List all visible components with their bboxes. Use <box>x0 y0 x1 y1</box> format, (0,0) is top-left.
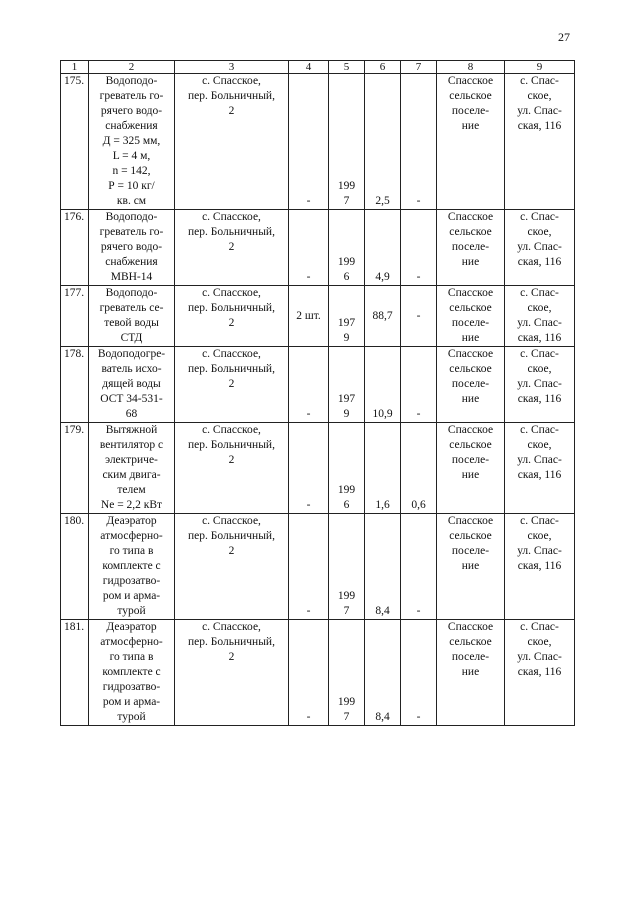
item-name-line: Деаэратор <box>106 621 157 633</box>
item-address <box>175 423 289 514</box>
item-value: 2,5 <box>365 74 401 210</box>
item-location <box>505 514 575 620</box>
item-address-line: с. Спасское, <box>202 211 261 223</box>
row-number: 176. <box>61 210 89 286</box>
item-name-line: Деаэратор <box>106 515 157 527</box>
item-address-line: с. Спасское, <box>202 621 261 633</box>
header-cell-4: 4 <box>289 61 329 74</box>
row-number: 178. <box>61 347 89 423</box>
item-value: 8,4 <box>365 514 401 620</box>
header-cell-3: 3 <box>175 61 289 74</box>
item-name-line: ватель исхо- <box>101 363 162 375</box>
item-name-line: Водоподо- <box>105 75 158 87</box>
item-name-line: комплекте с <box>102 666 161 678</box>
item-owner-line: ние <box>461 332 480 344</box>
item-address <box>175 620 289 726</box>
item-owner-line: Спасское <box>447 75 494 87</box>
item-location <box>505 286 575 347</box>
header-cell-7: 7 <box>401 61 437 74</box>
item-quantity: - <box>289 423 329 514</box>
item-location-line: ская, 116 <box>517 332 562 344</box>
item-name-line: L = 4 м, <box>112 150 151 162</box>
item-address-line: 2 <box>228 105 235 117</box>
item-location-line: ская, 116 <box>517 256 562 268</box>
item-owner-line: поселе- <box>451 651 490 663</box>
item-address-line: пер. Больничный, <box>188 90 275 102</box>
table-row <box>61 210 575 286</box>
table-row <box>61 74 575 210</box>
item-owner-line: сельское <box>449 302 492 314</box>
item-year-line: 7 <box>343 605 350 617</box>
header-row <box>61 61 575 74</box>
item-address-line: пер. Больничный, <box>188 363 275 375</box>
item-name <box>89 74 175 210</box>
header-cell-1: 1 <box>61 61 89 74</box>
item-owner-line: сельское <box>449 636 492 648</box>
item-owner-line: поселе- <box>451 241 490 253</box>
item-owner-line: поселе- <box>451 378 490 390</box>
item-year <box>329 286 365 347</box>
item-owner <box>437 286 505 347</box>
item-name <box>89 210 175 286</box>
item-address-line: пер. Больничный, <box>188 226 275 238</box>
item-owner-line: ние <box>461 256 480 268</box>
item-address-line: 2 <box>228 378 235 390</box>
item-owner-line: Спасское <box>447 621 494 633</box>
item-location-line: с. Спас- <box>520 621 559 633</box>
item-value: 8,4 <box>365 620 401 726</box>
item-location-line: ул. Спас- <box>517 317 562 329</box>
table-row <box>61 514 575 620</box>
item-name-line: атмосферно- <box>100 530 163 542</box>
item-name-line: Вытяжной <box>105 424 158 436</box>
item-name-line: Ne = 2,2 кВт <box>100 499 163 511</box>
item-col7: - <box>401 74 437 210</box>
item-location-line: ская, 116 <box>517 393 562 405</box>
item-owner <box>437 347 505 423</box>
item-address-line: пер. Больничный, <box>188 302 275 314</box>
item-owner <box>437 514 505 620</box>
item-owner-line: ние <box>461 393 480 405</box>
item-owner-line: поселе- <box>451 105 490 117</box>
item-address-line: с. Спасское, <box>202 515 261 527</box>
item-value: 10,9 <box>365 347 401 423</box>
table-row <box>61 620 575 726</box>
item-col7: - <box>401 347 437 423</box>
item-name-line: снабжения <box>105 120 158 132</box>
item-owner-line: сельское <box>449 530 492 542</box>
item-address-line: 2 <box>228 545 235 557</box>
item-value: 4,9 <box>365 210 401 286</box>
item-address-line: пер. Больничный, <box>188 439 275 451</box>
item-address-line: пер. Больничный, <box>188 530 275 542</box>
item-address-line: пер. Больничный, <box>188 636 275 648</box>
item-name-line: снабжения <box>105 256 158 268</box>
item-year-line: 9 <box>343 332 350 344</box>
item-name-line: комплекте с <box>102 560 161 572</box>
item-name-line: гидрозатво- <box>102 681 161 693</box>
item-location-line: ское, <box>527 302 552 314</box>
item-owner-line: Спасское <box>447 424 494 436</box>
item-col7: - <box>401 210 437 286</box>
item-name-line: МВН-14 <box>110 271 153 283</box>
item-location-line: ул. Спас- <box>517 378 562 390</box>
item-location-line: ское, <box>527 363 552 375</box>
item-address-line: 2 <box>228 651 235 663</box>
item-address-line: с. Спасское, <box>202 75 261 87</box>
item-location <box>505 347 575 423</box>
item-name-line: n = 142, <box>112 165 151 177</box>
item-location-line: с. Спас- <box>520 75 559 87</box>
item-address <box>175 74 289 210</box>
item-name-line: Д = 325 мм, <box>102 135 161 147</box>
item-name-line: тевой воды <box>104 317 159 329</box>
item-name-line: Водоподогре- <box>97 348 166 360</box>
item-owner-line: ние <box>461 666 480 678</box>
header-cell-8: 8 <box>437 61 505 74</box>
item-location-line: ская, 116 <box>517 120 562 132</box>
item-name-line: греватель го- <box>99 90 164 102</box>
item-owner-line: Спасское <box>447 287 494 299</box>
item-name-line: греватель го- <box>99 226 164 238</box>
row-number: 177. <box>61 286 89 347</box>
item-location-line: ское, <box>527 226 552 238</box>
item-address-line: 2 <box>228 317 235 329</box>
item-owner-line: поселе- <box>451 545 490 557</box>
item-name-line: ром и арма- <box>102 696 161 708</box>
table-row <box>61 347 575 423</box>
item-name-line: ОСТ 34-531- <box>100 393 163 405</box>
item-name-line: гидрозатво- <box>102 575 161 587</box>
item-year-line: 199 <box>337 256 356 268</box>
item-name-line: кв. см <box>116 195 147 207</box>
item-address <box>175 210 289 286</box>
item-location-line: ская, 116 <box>517 666 562 678</box>
item-location-line: ул. Спас- <box>517 241 562 253</box>
item-address <box>175 514 289 620</box>
item-owner-line: сельское <box>449 90 492 102</box>
item-address-line: 2 <box>228 454 235 466</box>
item-owner-line: Спасское <box>447 348 494 360</box>
item-value: 88,7 <box>365 286 401 347</box>
item-address-line: с. Спасское, <box>202 287 261 299</box>
header-cell-5: 5 <box>329 61 365 74</box>
row-number: 181. <box>61 620 89 726</box>
item-col7: - <box>401 286 437 347</box>
item-location <box>505 210 575 286</box>
header-cell-9: 9 <box>505 61 575 74</box>
item-year-line: 7 <box>343 195 350 207</box>
item-year <box>329 74 365 210</box>
item-location-line: с. Спас- <box>520 515 559 527</box>
item-location-line: с. Спас- <box>520 348 559 360</box>
item-location-line: ул. Спас- <box>517 651 562 663</box>
item-name-line: электриче- <box>105 454 158 466</box>
item-owner-line: ние <box>461 469 480 481</box>
item-owner <box>437 423 505 514</box>
item-location-line: ское, <box>527 636 552 648</box>
table-row <box>61 423 575 514</box>
item-owner <box>437 210 505 286</box>
item-location-line: ская, 116 <box>517 560 562 572</box>
item-quantity: - <box>289 74 329 210</box>
item-name-line: вентилятор с <box>99 439 164 451</box>
item-year-line: 9 <box>343 408 350 420</box>
item-name-line: 68 <box>125 408 138 420</box>
item-location-line: ул. Спас- <box>517 454 562 466</box>
item-quantity: - <box>289 210 329 286</box>
item-col7: - <box>401 620 437 726</box>
item-quantity: 2 шт. <box>289 286 329 347</box>
item-name-line: ром и арма- <box>102 590 161 602</box>
item-year <box>329 514 365 620</box>
item-owner-line: сельское <box>449 363 492 375</box>
item-year <box>329 620 365 726</box>
page-number: 27 <box>558 30 570 44</box>
item-year-line: 199 <box>337 590 356 602</box>
property-table <box>60 60 575 726</box>
item-owner-line: поселе- <box>451 317 490 329</box>
row-number: 175. <box>61 74 89 210</box>
item-location-line: с. Спас- <box>520 287 559 299</box>
item-year <box>329 210 365 286</box>
item-name-line: рячего водо- <box>100 105 163 117</box>
item-owner-line: сельское <box>449 439 492 451</box>
item-owner <box>437 74 505 210</box>
item-name <box>89 514 175 620</box>
item-address-line: с. Спасское, <box>202 348 261 360</box>
item-quantity: - <box>289 347 329 423</box>
item-value: 1,6 <box>365 423 401 514</box>
item-owner-line: ние <box>461 560 480 572</box>
item-name-line: атмосферно- <box>100 636 163 648</box>
item-name-line: ским двига- <box>102 469 161 481</box>
item-name-line: го типа в <box>109 545 154 557</box>
item-year-line: 197 <box>337 317 356 329</box>
item-name <box>89 347 175 423</box>
item-owner-line: Спасское <box>447 515 494 527</box>
item-year <box>329 423 365 514</box>
item-name <box>89 423 175 514</box>
item-name-line: турой <box>117 605 146 617</box>
header-cell-2: 2 <box>89 61 175 74</box>
item-quantity: - <box>289 620 329 726</box>
item-location-line: ская, 116 <box>517 469 562 481</box>
item-address <box>175 286 289 347</box>
item-owner-line: ние <box>461 120 480 132</box>
item-name <box>89 286 175 347</box>
item-quantity: - <box>289 514 329 620</box>
item-year-line: 6 <box>343 499 350 511</box>
item-year <box>329 347 365 423</box>
item-address-line: с. Спасское, <box>202 424 261 436</box>
item-col7: - <box>401 514 437 620</box>
item-name-line: Водоподо- <box>105 287 158 299</box>
item-name-line: рячего водо- <box>100 241 163 253</box>
item-name-line: СТД <box>120 332 143 344</box>
item-year-line: 197 <box>337 393 356 405</box>
item-name <box>89 620 175 726</box>
item-location-line: ское, <box>527 439 552 451</box>
item-location <box>505 423 575 514</box>
item-name-line: Р = 10 кг/ <box>108 180 155 192</box>
item-year-line: 6 <box>343 271 350 283</box>
item-location-line: ское, <box>527 90 552 102</box>
item-location <box>505 74 575 210</box>
item-year-line: 199 <box>337 484 356 496</box>
item-owner-line: поселе- <box>451 454 490 466</box>
item-name-line: телем <box>117 484 146 496</box>
item-location-line: с. Спас- <box>520 424 559 436</box>
item-location-line: ул. Спас- <box>517 545 562 557</box>
item-location-line: ул. Спас- <box>517 105 562 117</box>
item-name-line: го типа в <box>109 651 154 663</box>
item-location <box>505 620 575 726</box>
item-owner-line: сельское <box>449 226 492 238</box>
item-name-line: Водоподо- <box>105 211 158 223</box>
item-name-line: турой <box>117 711 146 723</box>
item-address <box>175 347 289 423</box>
table-row <box>61 286 575 347</box>
item-col7: 0,6 <box>401 423 437 514</box>
item-location-line: с. Спас- <box>520 211 559 223</box>
item-year-line: 199 <box>337 180 356 192</box>
row-number: 180. <box>61 514 89 620</box>
item-owner <box>437 620 505 726</box>
item-name-line: греватель се- <box>99 302 164 314</box>
item-location-line: ское, <box>527 530 552 542</box>
header-cell-6: 6 <box>365 61 401 74</box>
item-year-line: 199 <box>337 696 356 708</box>
item-owner-line: Спасское <box>447 211 494 223</box>
item-address-line: 2 <box>228 241 235 253</box>
item-name-line: дящей воды <box>102 378 161 390</box>
item-year-line: 7 <box>343 711 350 723</box>
row-number: 179. <box>61 423 89 514</box>
